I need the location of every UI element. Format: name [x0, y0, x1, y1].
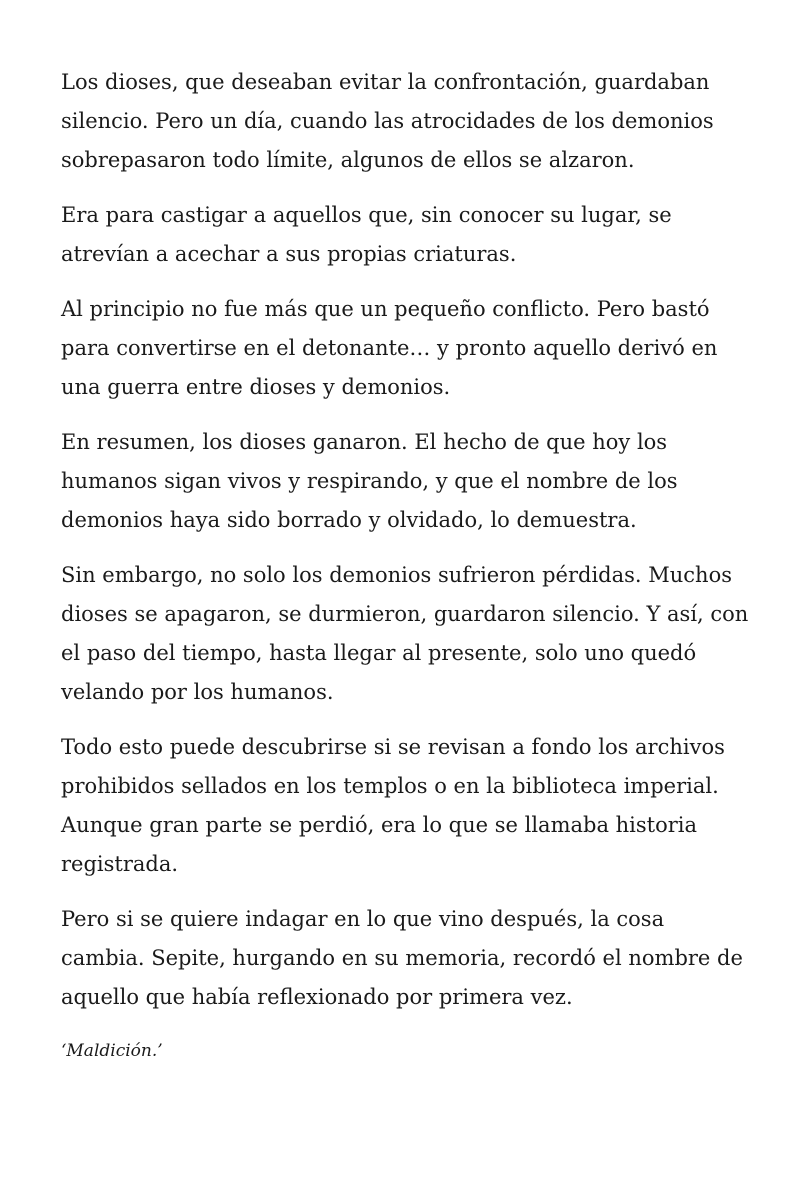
paragraph-2: Era para castigar a aquellos que, sin conocer su lugar, se atrevían a acechar a sus propias criaturas. [61, 203, 672, 266]
paragraph-4: En resumen, los dioses ganaron. El hecho de que hoy los humanos sigan vivos y respirando, y que el nombre de los demonios haya sido borrado y olvidado, lo demuestra. [61, 430, 678, 532]
paragraph-6: Todo esto puede descubrirse si se revisan a fondo los archivos prohibidos sellados en los templos o en la biblioteca imperial. Aunque gran parte se perdió, era lo que se llamaba historia registrada. [61, 735, 725, 876]
document-page [61, 63, 751, 1065]
paragraph-1: Los dioses, que deseaban evitar la confrontación, guardaban silencio. Pero un día, cuando las atrocidades de los demonios sobrepasaron todo límite, algunos de ellos se alzaron. [61, 70, 714, 172]
paragraph-5: Sin embargo, no solo los demonios sufrieron pérdidas. Muchos dioses se apagaron, se durmieron, guardaron silencio. Y así, con el paso del tiempo, hasta llegar al presente, solo uno quedó velando por los humanos. [61, 563, 749, 704]
paragraph-3: Al principio no fue más que un pequeño conflicto. Pero bastó para convertirse en el detonante… y pronto aquello derivó en una guerra entre dioses y demonios. [61, 297, 718, 399]
closing-thought: ‘Maldición.’ [61, 1041, 163, 1061]
paragraph-7: Pero si se quiere indagar en lo que vino después, la cosa cambia. Sepite, hurgando en su memoria, recordó el nombre de aquello que había reflexionado por primera vez. [61, 907, 743, 1009]
